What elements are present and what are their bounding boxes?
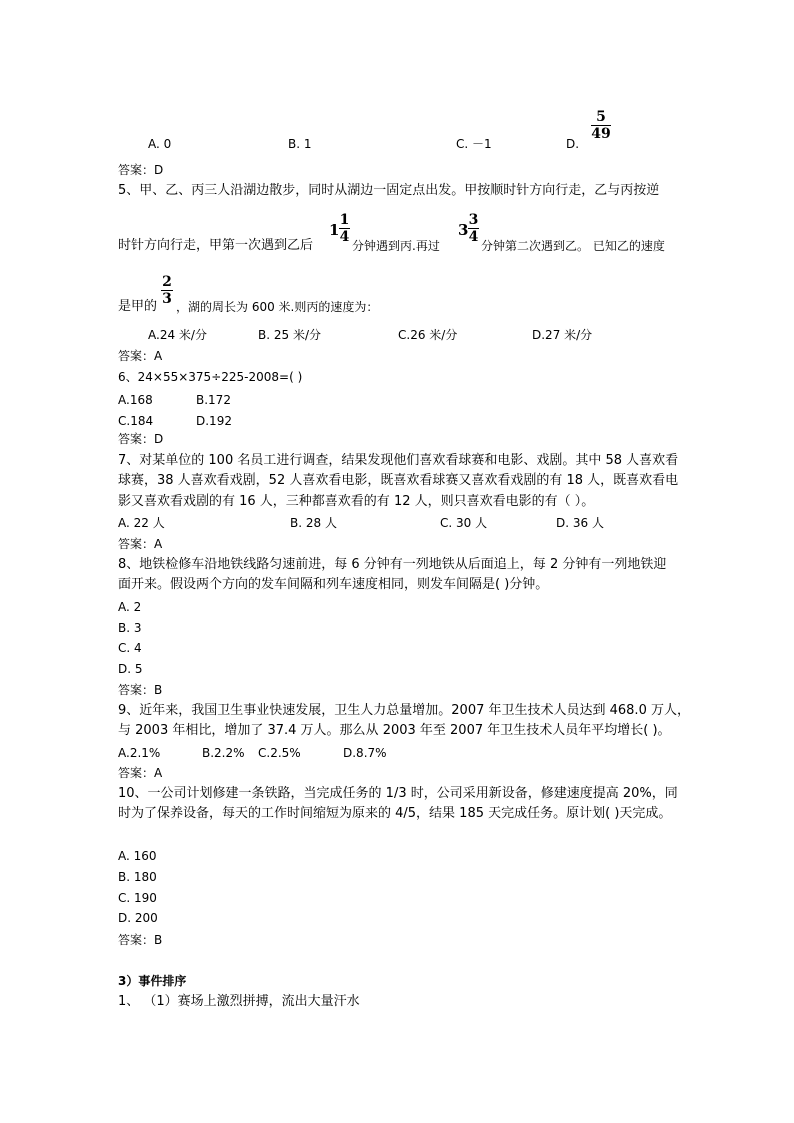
q10-option-b: B. 180 [118, 870, 157, 884]
q9-option-b: B.2.2% [202, 746, 245, 760]
q10-option-d: D. 200 [118, 911, 158, 925]
q5-option-c: C.26 米/分 [398, 328, 458, 342]
q9-option-c: C.2.5% [258, 746, 301, 760]
q8-option-d: D. 5 [118, 662, 143, 676]
q7-option-b: B. 28 人 [290, 516, 337, 530]
q4-option-d: D. [566, 137, 580, 151]
section-3-item-1: 1、 （1）赛场上激烈拼搏，流出大量汗水 [118, 994, 360, 1009]
q5-line-3b: ，湖的周长为 600 米.则丙的速度为： [176, 300, 379, 314]
q6-question: 6、24×55×375÷225-2008=( ) [118, 370, 303, 384]
q5-line-3a: 是甲的 [118, 299, 158, 314]
q9-line-2: 与 2003 年相比，增加了 37.4 万人。那么从 2003 年至 2007 年卫生技术人员年平均增长( )。 [118, 723, 671, 738]
q6-option-b: B.172 [196, 393, 231, 407]
q10-option-a: A. 160 [118, 849, 157, 863]
q7-option-d: D. 36 人 [556, 516, 604, 530]
q9-option-d: D.8.7% [343, 746, 387, 760]
q8-option-a: A. 2 [118, 600, 142, 614]
q9-option-a: A.2.1% [118, 746, 161, 760]
section-3-heading: 3）事件排序 [118, 974, 187, 988]
fraction-numerator: 5 [596, 109, 606, 125]
q5-mixed1-fraction [339, 213, 350, 244]
q5-option-b: B. 25 米/分 [258, 328, 321, 342]
q6-option-a: A.168 [118, 393, 153, 407]
q7-line-3: 影又喜欢看戏剧的有 16 人，三种都喜欢看的有 12 人，则只喜欢看电影的有（ ）。 [118, 494, 595, 509]
q7-answer: 答案：A [118, 537, 163, 551]
q6-answer: 答案：D [118, 432, 164, 446]
q10-line-1: 10、一公司计划修建一条铁路，当完成任务的 1/3 时，公司采用新设备，修建速度提高 20%，同 [118, 786, 678, 801]
q7-line-2: 球赛，38 人喜欢看戏剧，52 人喜欢看电影，既喜欢看球赛又喜欢看戏剧的有 18 人，既喜欢看电 [118, 473, 679, 488]
q5-line-2c: 分钟第二次遇到乙。 已知乙的速度 [481, 239, 665, 253]
q4-option-c: C. －1 [456, 137, 492, 151]
q8-line-2: 面开来。假设两个方向的发车间隔和列车速度相同，则发车间隔是( )分钟。 [118, 577, 549, 592]
q5-mixed1-whole: 1 [329, 221, 340, 239]
q7-line-1: 7、对某单位的 100 名员工进行调查，结果发现他们喜欢看球赛和电影、戏剧。其中 58 人喜欢看 [118, 453, 679, 468]
fraction-denominator: 4 [468, 229, 479, 245]
q9-line-1: 9、近年来，我国卫生事业快速发展，卫生人力总量增加。2007 年卫生技术人员达到 468.0 万人， [118, 703, 690, 718]
q8-option-b: B. 3 [118, 621, 142, 635]
q5-mixed2-fraction [468, 213, 479, 244]
fraction-numerator: 3 [468, 212, 479, 228]
fraction-numerator: 1 [339, 212, 350, 228]
q9-answer: 答案：A [118, 766, 163, 780]
q10-answer: 答案：B [118, 933, 163, 947]
q8-answer: 答案：B [118, 683, 163, 697]
fraction-denominator: 4 [339, 229, 350, 245]
q5-option-a: A.24 米/分 [148, 328, 207, 342]
fraction-numerator: 2 [162, 274, 172, 290]
q5-fraction-2-3 [161, 275, 173, 306]
q5-line-2a: 时针方向行走，甲第一次遇到乙后 [118, 238, 314, 253]
q10-option-c: C. 190 [118, 891, 157, 905]
q7-option-a: A. 22 人 [118, 516, 165, 530]
q10-line-2: 时为了保养设备，每天的工作时间缩短为原来的 4/5，结果 185 天完成任务。原计划( )天完成。 [118, 806, 672, 821]
q4-option-b: B. 1 [288, 137, 312, 151]
q6-option-c: C.184 [118, 414, 154, 428]
q5-option-d: D.27 米/分 [532, 328, 593, 342]
fraction-denominator: 49 [591, 126, 611, 142]
q5-answer: 答案：A [118, 349, 163, 363]
q5-mixed2-whole: 3 [458, 221, 469, 239]
q8-option-c: C. 4 [118, 641, 142, 655]
q7-option-c: C. 30 人 [440, 516, 488, 530]
q5-line-1: 5、甲、乙、丙三人沿湖边散步，同时从湖边一固定点出发。甲按顺时针方向行走，乙与丙按逆 [118, 183, 660, 198]
q4-option-a: A. 0 [148, 137, 172, 151]
fraction-denominator: 3 [162, 291, 172, 307]
q4-answer: 答案：D [118, 163, 164, 177]
q6-option-d: D.192 [196, 414, 232, 428]
q4-option-d-fraction [591, 110, 611, 141]
q5-line-2b: 分钟遇到丙.再过 [352, 239, 440, 253]
q8-line-1: 8、地铁检修车沿地铁线路匀速前进，每 6 分钟有一列地铁从后面追上，每 2 分钟有一列地铁迎 [118, 557, 667, 572]
